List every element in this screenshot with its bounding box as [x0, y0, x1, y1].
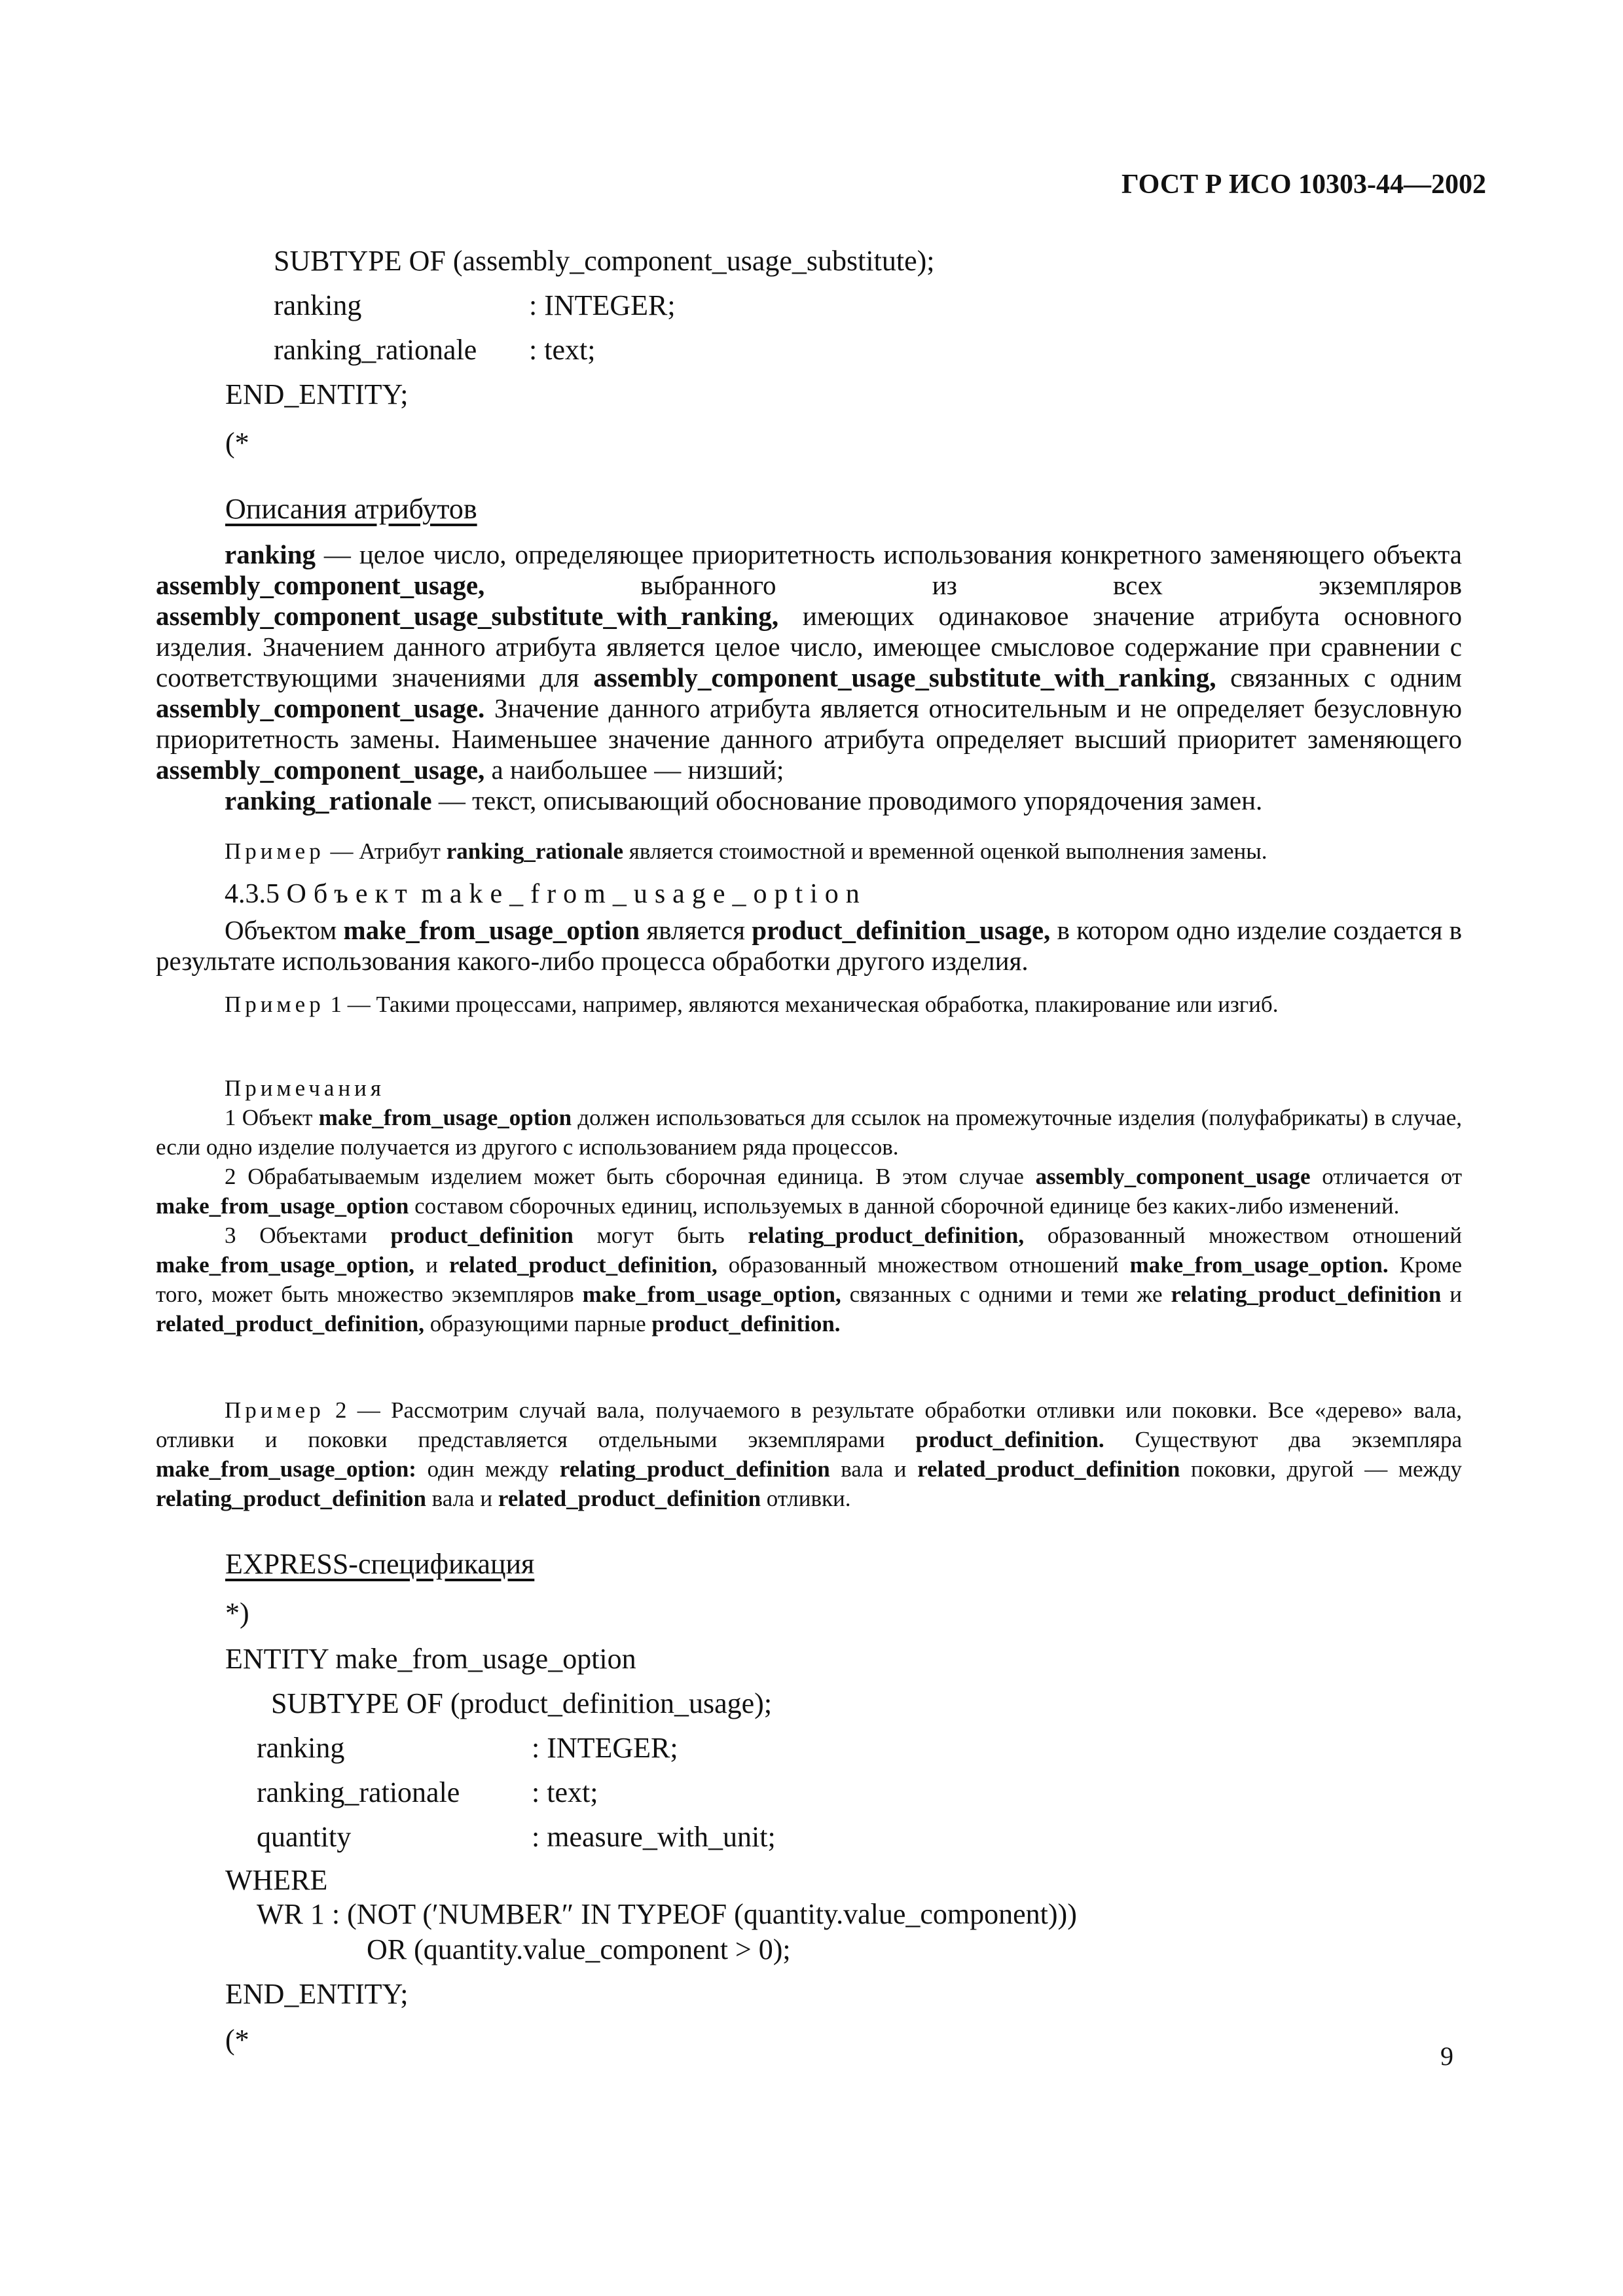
- term: make_from_usage_option,: [156, 1252, 415, 1278]
- text: образованный множеством отношений: [717, 1252, 1130, 1278]
- term: make_from_usage_option: [318, 1105, 572, 1130]
- code-attr-type: : text;: [529, 334, 596, 366]
- section-heading: [225, 878, 867, 910]
- section-intro: [156, 915, 1462, 977]
- text: поковки, другой — между: [1180, 1456, 1463, 1482]
- text: связанных с одним: [1216, 662, 1463, 692]
- term: related_product_definition,: [156, 1311, 424, 1336]
- express-entity-line: ENTITY make_from_usage_option: [225, 1643, 636, 1675]
- text: имеющих одинаковое значение атрибута основного изделия. Значением данного атрибута является целое число, имеющее смысловое содержание при сравнении с соответствующими значениями для: [156, 601, 1462, 692]
- text: Объектом: [225, 915, 344, 945]
- text: 2 — Рассмотрим случай вала, получаемого в результате обработки отливки или поковки. Все «дерево» вала, отливки и поковки представляется отдельными экземплярами: [156, 1397, 1462, 1452]
- text: 2 Обрабатываемым изделием может быть сборочная единица. В этом случае: [225, 1164, 1036, 1189]
- code-attr-name: ranking: [274, 289, 362, 321]
- express-open-comment: (*: [225, 2024, 249, 2056]
- text: является: [640, 915, 752, 945]
- express-wr1: WR 1 : (NOT (′NUMBER″ IN TYPEOF (quantity.value_component))): [257, 1898, 1077, 1930]
- term: product_definition.: [915, 1427, 1104, 1452]
- text: образованный множеством отношений: [1024, 1223, 1462, 1248]
- example-1: [156, 990, 1462, 1019]
- section-word: Объект: [286, 879, 414, 909]
- express-end-entity: END_ENTITY;: [225, 1978, 409, 2010]
- term: product_definition.: [651, 1311, 841, 1336]
- text: и: [414, 1252, 449, 1278]
- ranking-description: [156, 539, 1462, 816]
- term: assembly_component_usage_substitute_with_ranking,: [156, 601, 779, 631]
- document-header: ГОСТ Р ИСО 10303-44—2002: [1121, 170, 1486, 200]
- text: отливки.: [761, 1486, 851, 1511]
- text: а наибольшее — низший;: [484, 755, 784, 785]
- page-number: 9: [1440, 2041, 1453, 2071]
- notes-block: [156, 1073, 1462, 1338]
- example-label: Пример: [225, 838, 325, 864]
- term: make_from_usage_option.: [1129, 1252, 1389, 1278]
- code-attr-type: : INTEGER;: [529, 289, 676, 321]
- text: является стоимостной и временной оценкой выполнения замены.: [623, 838, 1267, 864]
- term: make_from_usage_option: [343, 915, 640, 945]
- example-ranking-rationale: [156, 836, 1462, 866]
- text: 3 Объектами: [225, 1223, 391, 1248]
- express-subtype-line: SUBTYPE OF (product_definition_usage);: [271, 1687, 773, 1719]
- example-label: Пример: [225, 992, 325, 1017]
- code-attr-row: [274, 284, 935, 329]
- attr-section-heading: Описания атрибутов: [225, 493, 477, 525]
- term: assembly_component_usage,: [156, 570, 485, 600]
- term: related_product_definition: [498, 1486, 761, 1511]
- note-3: [156, 1221, 1462, 1338]
- ranking-rationale-description: [156, 785, 1462, 816]
- section-entity: make_from_usage_option: [421, 879, 867, 909]
- code-attr-row: [257, 1771, 776, 1816]
- express-attrs: [257, 1727, 776, 1860]
- express-wr1-cont: OR (quantity.value_component > 0);: [367, 1933, 791, 1965]
- code-open-comment: (*: [225, 427, 249, 459]
- term: relating_product_definition: [559, 1456, 830, 1482]
- term: ranking: [225, 539, 316, 569]
- text: — Атрибут: [324, 838, 447, 864]
- code-attr-type: : measure_with_unit;: [532, 1821, 776, 1853]
- express-heading: EXPRESS-спецификация: [225, 1548, 535, 1580]
- text: в котором одно изделие создается в результате использования какого-либо процесса обработки другого изделия.: [156, 915, 1462, 976]
- code-attr-row: [274, 329, 935, 373]
- term: relating_product_definition: [156, 1486, 426, 1511]
- code-attr-name: ranking_rationale: [274, 334, 477, 366]
- express-close-comment: *): [225, 1597, 249, 1629]
- express-where: WHERE: [225, 1864, 328, 1896]
- text: образующими парные: [424, 1311, 652, 1336]
- term: ranking_rationale: [446, 838, 624, 864]
- text: должен использоваться для ссылок на промежуточные изделия (полуфабрикаты) в случае, если одно изделие получается из другого с использованием ряда процессов.: [156, 1105, 1463, 1160]
- code-attr-row: [257, 1816, 776, 1860]
- term: assembly_component_usage: [1035, 1164, 1311, 1189]
- code-attr-name: ranking_rationale: [257, 1776, 460, 1808]
- code-subtype-line: SUBTYPE OF (assembly_component_usage_substitute);: [274, 245, 935, 277]
- text: выбранного из всех экземпляров: [484, 570, 1462, 600]
- text: 1 — Такими процессами, например, являются механическая обработка, плакирование или изгиб.: [324, 992, 1279, 1017]
- notes-label: Примечания: [225, 1075, 386, 1101]
- text: — текст, описывающий обоснование проводимого упорядочения замен.: [431, 785, 1263, 816]
- term: make_from_usage_option: [156, 1193, 409, 1219]
- text: 1 Объект: [225, 1105, 319, 1130]
- text: вала и: [830, 1456, 918, 1482]
- code-end-entity: END_ENTITY;: [225, 378, 409, 410]
- text: составом сборочных единиц, используемых в данной сборочной единице без каких-либо изменений.: [409, 1193, 1400, 1219]
- code-block-top: [274, 240, 935, 373]
- term: product_definition: [390, 1223, 574, 1248]
- text: и: [1441, 1282, 1463, 1307]
- text: — целое число, определяющее приоритетность использования конкретного заменяющего объекта: [316, 539, 1462, 569]
- term: assembly_component_usage.: [156, 693, 485, 723]
- text: могут быть: [573, 1223, 748, 1248]
- code-attr-row: [257, 1727, 776, 1771]
- text: вала и: [426, 1486, 498, 1511]
- code-attr-name: quantity: [257, 1821, 352, 1853]
- note-2: [156, 1162, 1462, 1221]
- term: assembly_component_usage_substitute_with_ranking,: [593, 662, 1216, 692]
- term: assembly_component_usage,: [156, 755, 485, 785]
- term: relating_product_definition,: [748, 1223, 1025, 1248]
- term: product_definition_usage,: [752, 915, 1051, 945]
- example-2: [156, 1395, 1462, 1513]
- term: relating_product_definition: [1171, 1282, 1442, 1307]
- term: make_from_usage_option:: [156, 1456, 416, 1482]
- note-1: [156, 1103, 1462, 1162]
- text: связанных с одними и теми же: [841, 1282, 1171, 1307]
- example-label: Пример: [225, 1397, 325, 1423]
- section-number: 4.3.5: [225, 879, 280, 909]
- text: Кроме того, может быть множество экземпляров: [156, 1252, 1462, 1307]
- term: related_product_definition,: [448, 1252, 718, 1278]
- term: related_product_definition: [917, 1456, 1180, 1482]
- term: make_from_usage_option,: [582, 1282, 841, 1307]
- text: Значение данного атрибута является относительным и не определяет безусловную приоритетность замены. Наименьшее значение данного атрибута определяет высший приоритет заменяющего: [156, 693, 1462, 754]
- text: один между: [416, 1456, 560, 1482]
- text: Существуют два экземпляра: [1104, 1427, 1463, 1452]
- text: отличается от: [1310, 1164, 1462, 1189]
- code-attr-type: : text;: [532, 1776, 598, 1808]
- code-attr-name: ranking: [257, 1732, 345, 1764]
- code-attr-type: : INTEGER;: [532, 1732, 678, 1764]
- term: ranking_rationale: [225, 785, 432, 816]
